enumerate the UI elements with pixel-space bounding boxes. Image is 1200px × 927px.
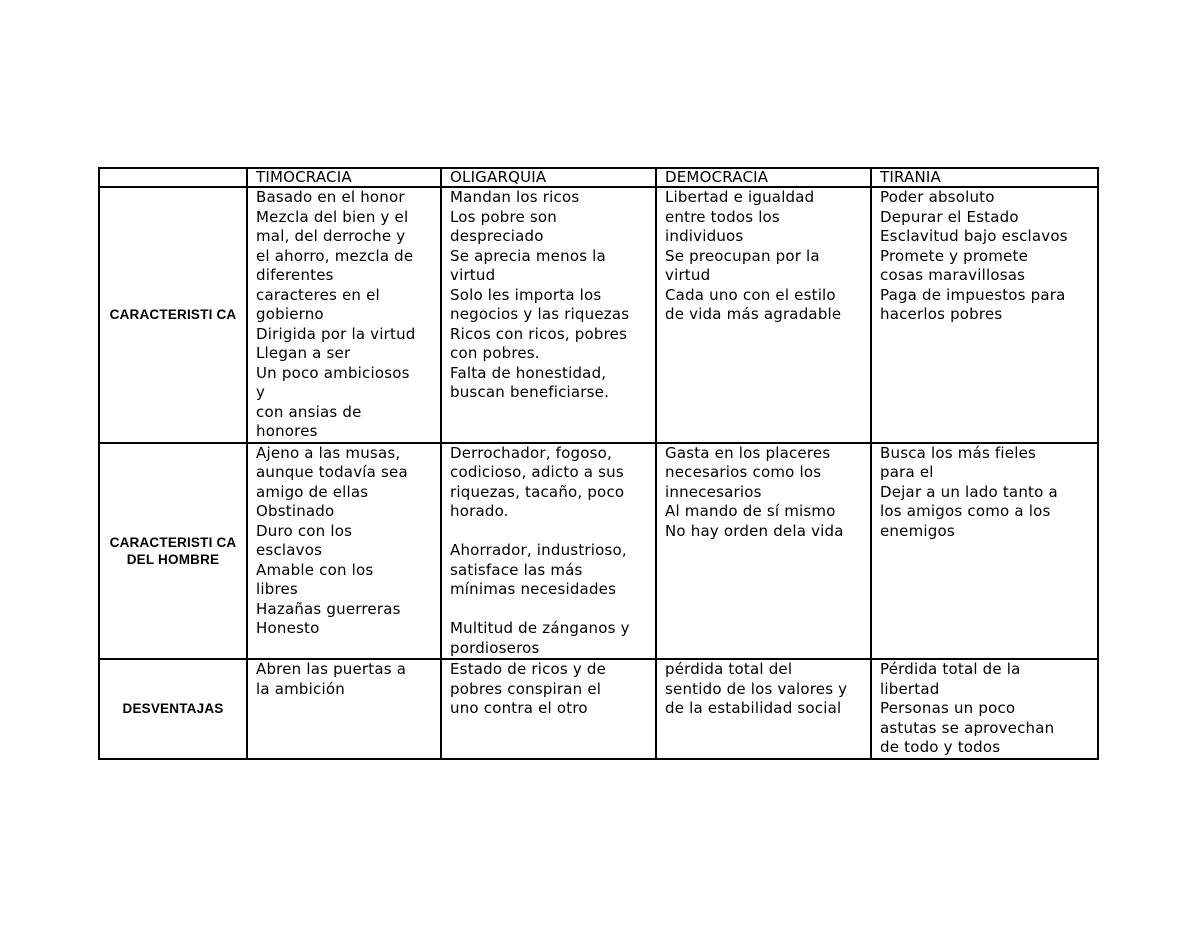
table-row xyxy=(99,187,1098,443)
cell-line: negocios y las riquezas xyxy=(450,305,630,323)
cell-line: pérdida total del xyxy=(665,660,793,678)
cell-line: codicioso, adicto a sus xyxy=(450,463,624,481)
cell-line: Mandan los ricos xyxy=(450,188,580,206)
header-timocracia: TIMOCRACIA xyxy=(247,168,441,187)
cell-line: entre todos los xyxy=(665,207,780,226)
cell-oligarquia xyxy=(441,659,656,759)
cell-tirania xyxy=(871,659,1098,759)
cell-line: Busca los más fieles xyxy=(880,443,1037,462)
cell-line: gobierno xyxy=(256,305,324,323)
row-label-desventajas: DESVENTAJAS xyxy=(99,659,247,759)
cell-line: para el xyxy=(880,463,934,481)
cell-line: Estado de ricos y de xyxy=(450,660,607,678)
cell-line: Hazañas guerreras xyxy=(256,599,401,618)
cell-line xyxy=(450,600,655,620)
cell-line: uno contra el otro xyxy=(450,699,588,717)
comparison-table xyxy=(98,167,1099,760)
cell-line: individuos xyxy=(665,227,744,245)
cell-line: virtud xyxy=(665,266,711,284)
cell-line: Gasta en los placeres xyxy=(665,443,831,462)
cell-line: mal, del derroche y xyxy=(256,227,406,245)
cell-line: la ambición xyxy=(256,679,345,698)
header-oligarquia: OLIGARQUIA xyxy=(441,168,656,187)
cell-line: Amable con los xyxy=(256,560,374,579)
cell-line: de la estabilidad social xyxy=(665,699,842,717)
cell-tirania xyxy=(871,443,1098,660)
cell-line: Poder absoluto xyxy=(880,188,995,206)
cell-line: mínimas necesidades xyxy=(450,580,617,598)
table-row xyxy=(99,443,1098,660)
cell-line: Derrochador, fogoso, xyxy=(450,443,612,462)
cell-line: satisface las más xyxy=(450,560,583,579)
cell-line: Personas un poco xyxy=(880,699,1016,717)
cell-line: diferentes xyxy=(256,266,334,284)
cell-line: aunque todavía sea xyxy=(256,463,408,481)
cell-democracia xyxy=(656,443,871,660)
cell-line: Obstinado xyxy=(256,502,335,520)
cell-line: necesarios como los xyxy=(665,463,822,481)
cell-timocracia xyxy=(247,187,441,443)
cell-line: el ahorro, mezcla de xyxy=(256,246,414,265)
cell-line: de todo y todos xyxy=(880,738,1001,756)
cell-oligarquia xyxy=(441,187,656,443)
cell-line: Mezcla del bien y el xyxy=(256,207,409,226)
cell-line: Solo les importa los xyxy=(450,285,602,304)
header-democracia: DEMOCRACIA xyxy=(656,168,871,187)
cell-line: buscan beneficiarse. xyxy=(450,383,610,401)
cell-line: Ahorrador, industrioso, xyxy=(450,541,627,559)
cell-line: enemigos xyxy=(880,521,955,540)
cell-line: con pobres. xyxy=(450,344,540,362)
cell-line: con ansias de xyxy=(256,402,362,421)
cell-line: y xyxy=(256,383,266,401)
cell-line: innecesarios xyxy=(665,482,762,501)
cell-line: honores xyxy=(256,422,318,440)
cell-line: horado. xyxy=(450,502,509,520)
cell-line: Llegan a ser xyxy=(256,344,351,362)
cell-line: Multitud de zánganos y xyxy=(450,619,630,637)
cell-line: Promete y promete xyxy=(880,246,1029,265)
cell-line: de vida más agradable xyxy=(665,305,842,323)
cell-tirania xyxy=(871,187,1098,443)
row-label-caracteristica-del-hombre: CARACTERISTI CA DEL HOMBRE xyxy=(99,443,247,660)
cell-line: Honesto xyxy=(256,619,320,637)
cell-line: Paga de impuestos para xyxy=(880,285,1066,304)
cell-line: los amigos como a los xyxy=(880,502,1051,520)
cell-line: Ricos con ricos, pobres xyxy=(450,324,628,343)
header-cell-empty xyxy=(99,168,247,187)
cell-line: pordioseros xyxy=(450,638,540,657)
cell-oligarquia xyxy=(441,443,656,660)
cell-line: Falta de honestidad, xyxy=(450,363,607,382)
cell-line: Al mando de sí mismo xyxy=(665,502,836,520)
cell-line: Duro con los xyxy=(256,521,353,540)
cell-democracia xyxy=(656,187,871,443)
cell-line: Pérdida total de la xyxy=(880,660,1021,678)
cell-line: Dejar a un lado tanto a xyxy=(880,482,1058,501)
cell-line: Abren las puertas a xyxy=(256,660,407,678)
cell-line: Dirigida por la virtud xyxy=(256,324,416,343)
cell-line: caracteres en el xyxy=(256,285,380,304)
cell-line: Depurar el Estado xyxy=(880,207,1019,226)
cell-line: Cada uno con el estilo xyxy=(665,285,836,304)
cell-line: riquezas, tacaño, poco xyxy=(450,482,625,501)
cell-line: Libertad e igualdad xyxy=(665,188,815,206)
cell-line: No hay orden dela vida xyxy=(665,521,844,540)
cell-timocracia xyxy=(247,659,441,759)
cell-line: Ajeno a las musas, xyxy=(256,443,401,462)
cell-line: pobres conspiran el xyxy=(450,679,602,698)
table-row xyxy=(99,659,1098,759)
header-tirania: TIRANIA xyxy=(871,168,1098,187)
cell-line: libertad xyxy=(880,679,940,698)
cell-line: esclavos xyxy=(256,541,323,559)
row-label-caracteristica: CARACTERISTI CA xyxy=(99,187,247,443)
cell-line: sentido de los valores y xyxy=(665,679,848,698)
cell-line: astutas se aprovechan xyxy=(880,718,1055,737)
cell-line: despreciado xyxy=(450,227,544,245)
cell-line: Esclavitud bajo esclavos xyxy=(880,227,1068,245)
cell-line: libres xyxy=(256,580,298,598)
cell-democracia xyxy=(656,659,871,759)
cell-line: Se aprecia menos la xyxy=(450,246,606,265)
cell-line: amigo de ellas xyxy=(256,482,369,501)
cell-line: hacerlos pobres xyxy=(880,305,1003,323)
cell-line: Los pobre son xyxy=(450,207,558,226)
cell-line: Basado en el honor xyxy=(256,188,405,206)
cell-line: Un poco ambiciosos xyxy=(256,363,410,382)
cell-line: virtud xyxy=(450,266,496,284)
header-row xyxy=(99,168,1098,187)
cell-line: Se preocupan por la xyxy=(665,246,820,265)
cell-line xyxy=(450,522,655,542)
cell-line: cosas maravillosas xyxy=(880,266,1026,284)
cell-timocracia xyxy=(247,443,441,660)
